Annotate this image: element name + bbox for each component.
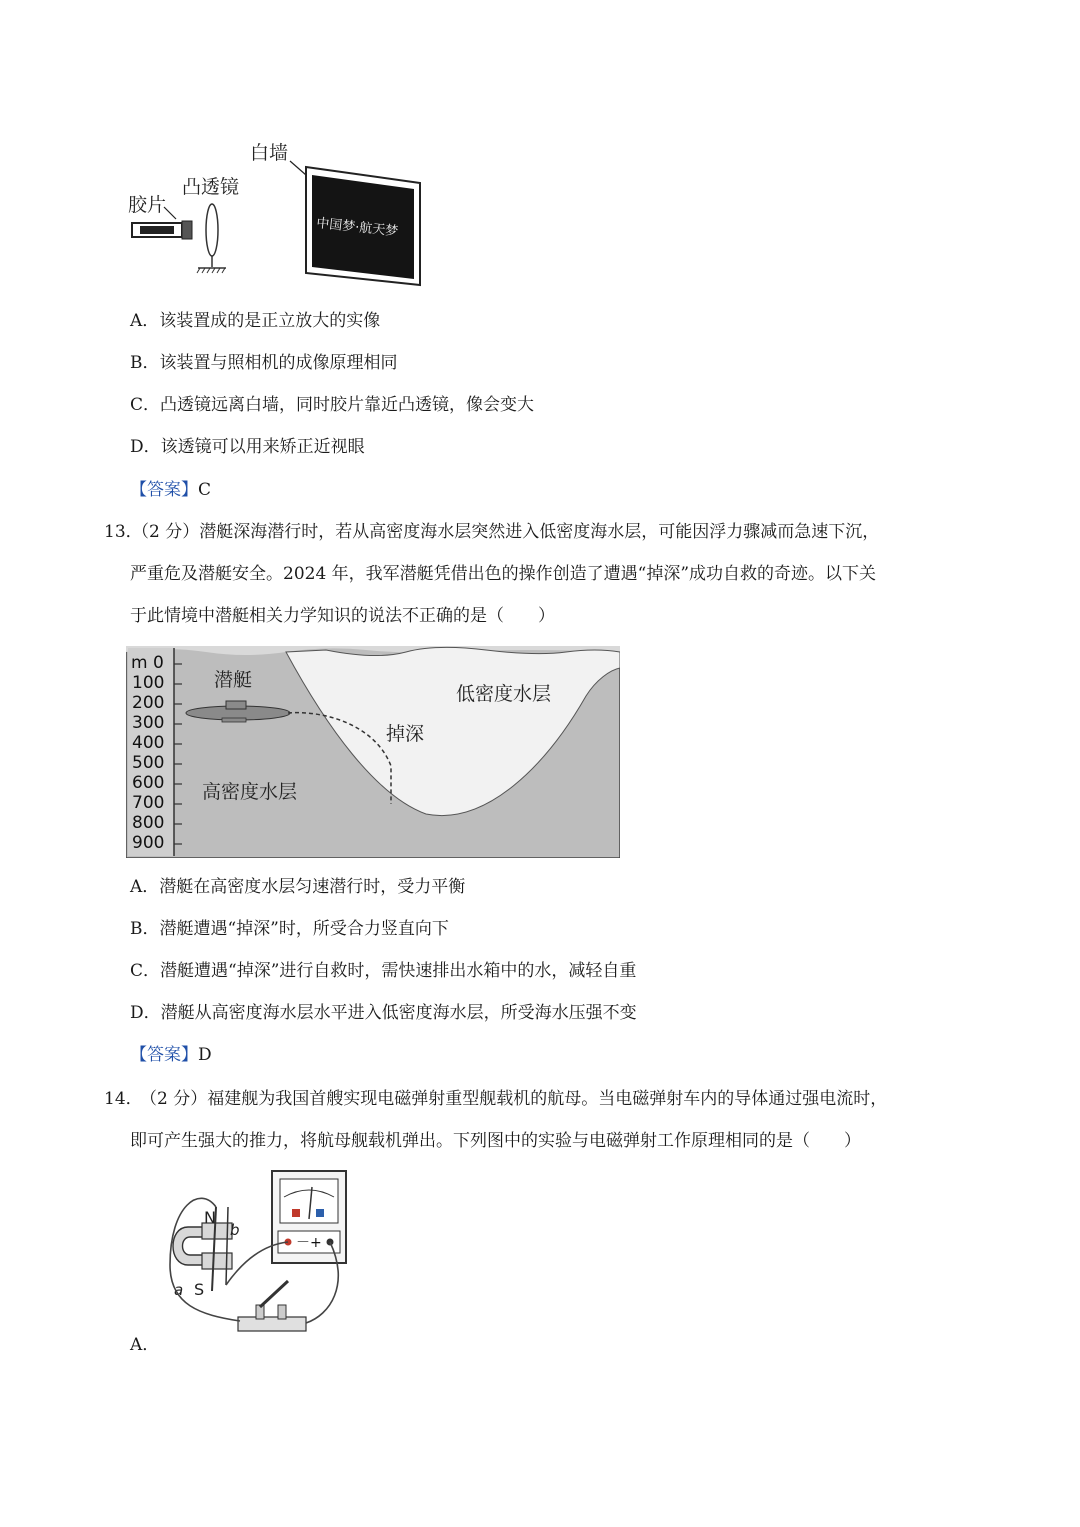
q12-answer [130,478,211,502]
depth-tick: 900 [132,833,165,853]
depth-tick: m 0 [131,653,164,673]
circuit-figure-a [160,1165,360,1345]
meter-terminals: －+ [296,1235,322,1251]
q13-stem-line1: （2 分）潜艇深海潜行时，若从高密度海水层突然进入低密度海水层，可能因浮力骤减而急速下沉， [132,522,880,542]
q14-stem-line1: （2 分）福建舰为我国首艘实现电磁弹射重型舰载机的航母。当电磁弹射车内的导体通过强电流时， [140,1089,888,1109]
depth-tick: 700 [132,793,165,813]
depth-tick: 400 [132,733,165,753]
switch-base [238,1317,306,1331]
q12-option-b: B．该装置与照相机的成像原理相同 [130,353,398,373]
answer-value: D [198,1045,212,1065]
label-submarine: 潜艇 [214,669,253,691]
q13-stem-line2: 严重危及潜艇安全。2024 年，我军潜艇凭借出色的操作创造了遭遇“掉深”成功自救的奇迹。以下关 [130,564,877,584]
depth-tick: 500 [132,753,165,773]
answer-value: C [198,480,212,500]
label-b: b [230,1221,240,1239]
q13-answer [130,1043,212,1067]
depth-tick: 600 [132,773,165,793]
label-low-density: 低密度水层 [456,683,552,705]
q12-option-c: C．凸透镜远离白墙，同时胶片靠近凸透镜，像会变大 [130,395,535,415]
depth-tick: 800 [132,813,165,833]
depth-tick: 100 [132,673,165,693]
label-high-density: 高密度水层 [202,781,298,803]
label-a: a [174,1281,184,1299]
q12-option-d: D．该透镜可以用来矫正近视眼 [130,437,365,457]
depth-tick: 300 [132,713,165,733]
label-wall: 白墙 [250,142,289,164]
depth-tick: 200 [132,693,165,713]
q14-stem-line2: 即可产生强大的推力，将航母舰载机弹出。下列图中的实验与电磁弹射工作原理相同的是（ ） [130,1131,861,1151]
q12-option-a: A．该装置成的是正立放大的实像 [130,311,381,331]
label-n-pole: N [204,1208,216,1227]
q13-number: 13． [104,522,143,542]
label-film: 胶片 [128,194,167,216]
projector-figure [120,135,440,295]
submarine-diagram [126,646,620,858]
screen-text: 中国梦·航天梦 [315,216,399,240]
label-s-pole: S [194,1280,205,1299]
q13-option-d: D．潜艇从高密度海水层水平进入低密度海水层，所受海水压强不变 [130,1003,637,1023]
q14-number: 14． [104,1089,143,1109]
q13-stem-line3: 于此情境中潜艇相关力学知识的说法不正确的是（ ） [130,606,555,626]
label-lens: 凸透镜 [182,176,240,198]
answer-tag: 【答案】 [130,480,198,500]
q13-option-b: B．潜艇遭遇“掉深”时，所受合力竖直向下 [130,919,449,939]
answer-tag: 【答案】 [130,1045,198,1065]
q13-option-c: C．潜艇遭遇“掉深”进行自救时，需快速排出水箱中的水，减轻自重 [130,961,637,981]
convex-lens [206,204,218,256]
q13-option-a: A．潜艇在高密度水层匀速潜行时，受力平衡 [130,877,466,897]
label-drop: 掉深 [386,723,425,745]
q14-option-a-label: A． [130,1335,160,1355]
